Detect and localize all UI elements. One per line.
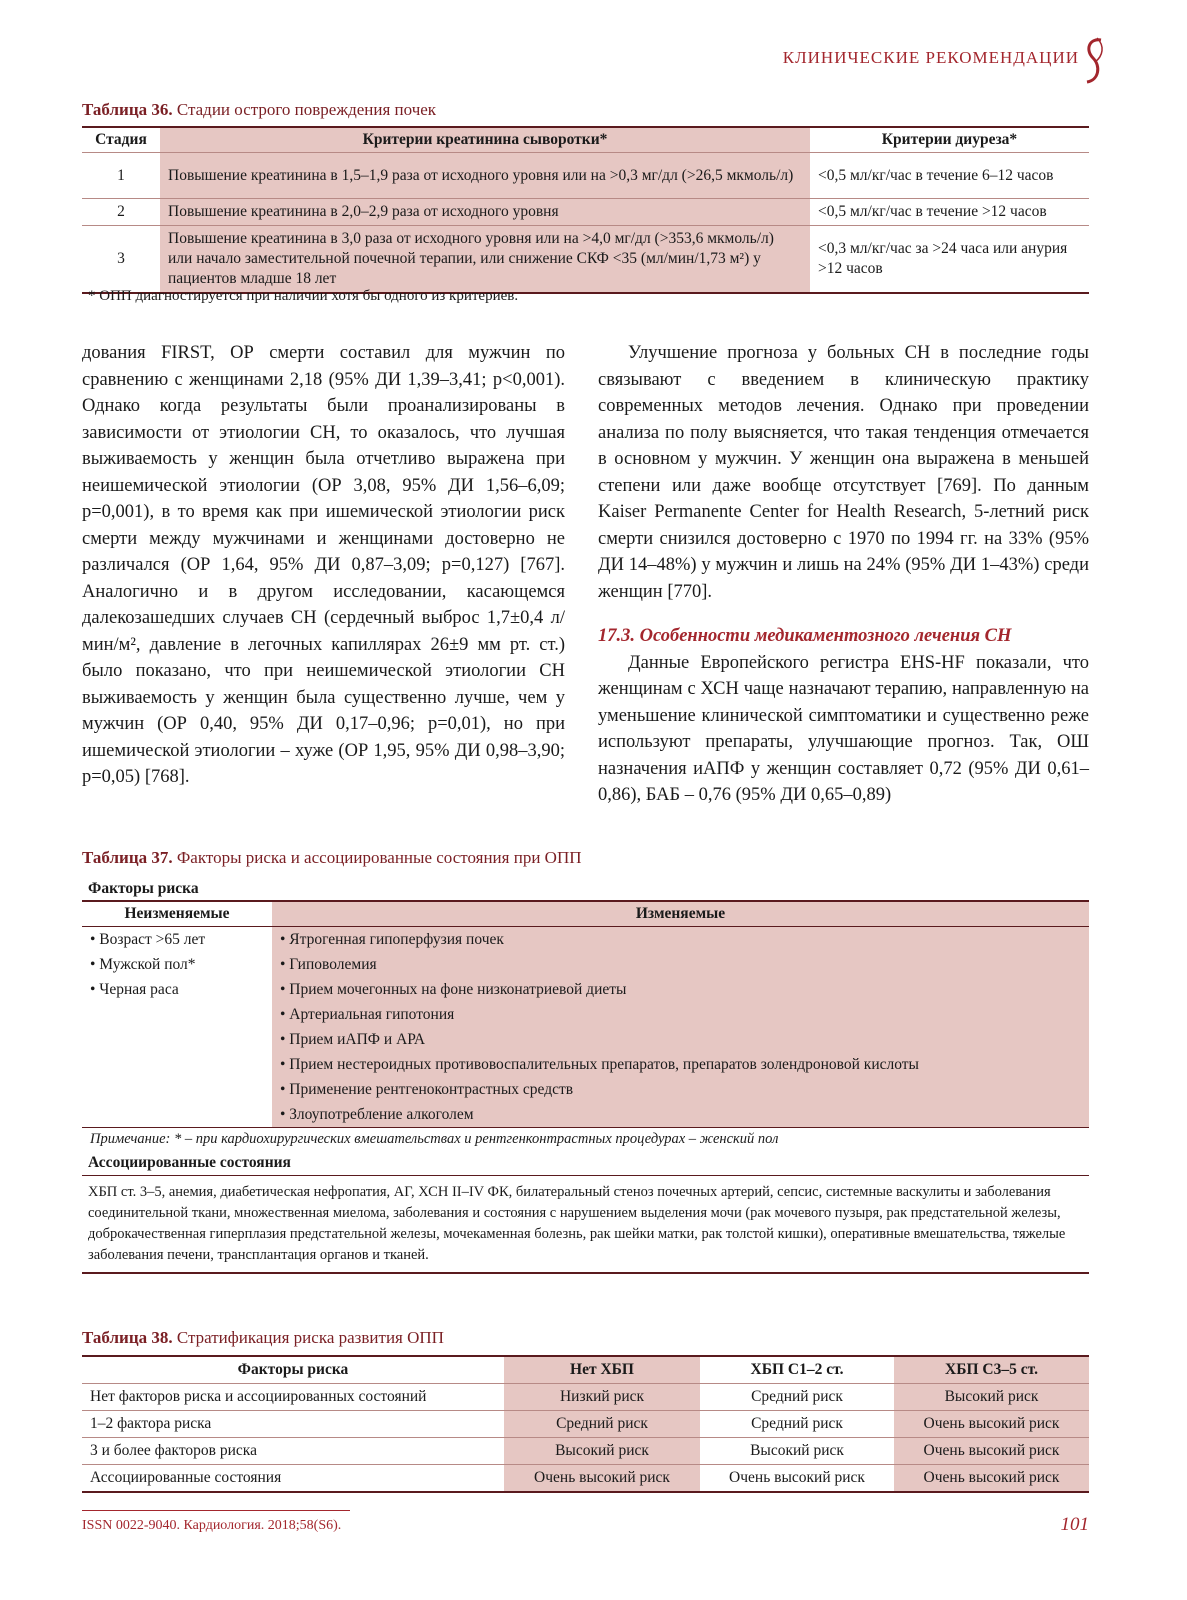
modifiable-factor: • Прием мочегонных на фоне низконатриевой диеты (272, 977, 1089, 1002)
t38-cell: Высокий риск (750, 1442, 844, 1459)
table37-caption (82, 848, 582, 868)
footer-rule (82, 1510, 350, 1511)
section-heading: 17.3. Особенности медикаментозного лечения СН (598, 626, 1012, 646)
t38-header: Факторы риска (237, 1361, 349, 1378)
t38-cell: Средний риск (504, 1411, 700, 1438)
table-row (82, 1438, 1089, 1465)
fixed-factor: • Возраст >65 лет (90, 931, 206, 948)
t36-stage: 1 (117, 166, 125, 184)
modifiable-factor: • Артериальная гипотония (272, 1002, 1089, 1027)
t38-cell: 1–2 фактора риска (90, 1415, 212, 1432)
fixed-factor: • Черная раса (90, 981, 179, 998)
t38-cell: Средний риск (751, 1415, 843, 1432)
modifiable-factor: • Применение рентгеноконтрастных средств (272, 1077, 1089, 1102)
modifiable-factor: • Ятрогенная гипоперфузия почек (272, 927, 1089, 953)
t36-header-diur: Критерии диуреза* (881, 131, 1018, 148)
fixed-factor: • Мужской пол* (90, 956, 196, 973)
table36-caption-num: Таблица 36. (82, 100, 173, 119)
paragraph: Улучшение прогноза у больных СН в последние годы связывают с введением в клиническую практику современных методов лечения. Однако при проведении анализа по полу выясняется, что такая тенденция отмечается в основном у мужчин. У женщин она выражена в меньшей степени или даже вообще отсутствует [769]. По данным Kaiser Permanente Center for Health Research, 5-летний риск смерти снизился достоверно с 1970 по 1994 гг. на 33% (95% ДИ 14–48%) у мужчин и лишь на 24% (95% ДИ 1–43%) среди женщин [770]. (598, 343, 1089, 602)
page-number: 101 (1060, 1514, 1089, 1535)
t38-cell: Очень высокий риск (894, 1411, 1089, 1438)
table36-caption (82, 100, 436, 120)
risk-factors-table (82, 900, 1089, 1127)
associated-conditions-label: Ассоциированные состояния (82, 1151, 1089, 1176)
table38-caption (82, 1328, 444, 1348)
t38-cell: Высокий риск (504, 1438, 700, 1465)
t38-cell: Очень высокий риск (504, 1465, 700, 1493)
t38-cell: Очень высокий риск (894, 1465, 1089, 1493)
table38 (82, 1355, 1089, 1493)
modifiable-factor: • Прием нестероидных противовоспалительных препаратов, препаратов золендроновой кислоты (272, 1052, 1089, 1077)
table-row (82, 1411, 1089, 1438)
t38-cell: Высокий риск (894, 1384, 1089, 1411)
footer-journal: ISSN 0022-9040. Кардиология. 2018;58(S6). (82, 1518, 342, 1533)
table36-caption-text: Стадии острого повреждения почек (176, 100, 437, 119)
table37-note: Примечание: * – при кардиохирургических вмешательствах и рентгенконтрастных процедурах – женский пол (82, 1127, 1089, 1151)
t36-header-stage: Стадия (95, 131, 147, 148)
t38-header: ХБП С1–2 ст. (750, 1361, 844, 1378)
t36-creat: Повышение креатинина в 3,0 раза от исходного уровня или на >4,0 мг/дл (>353,6 мкмоль/л) или начало заместительной почечной терапии, или снижение СКФ <35 (мл/мин/1,73 м²) у пациентов младше 18 лет (160, 226, 810, 294)
t37-header-mod: Изменяемые (272, 901, 1089, 927)
t38-cell: Очень высокий риск (894, 1438, 1089, 1465)
modifiable-factor: • Прием иАПФ и АРА (272, 1027, 1089, 1052)
t38-cell: Низкий риск (504, 1384, 700, 1411)
t36-stage: 3 (117, 250, 125, 267)
table36-note: * ОПП диагностируется при наличии хотя бы одного из критериев. (88, 288, 519, 304)
t36-stage: 2 (117, 203, 125, 220)
paragraph: дования FIRST, ОР смерти составил для мужчин по сравнению с женщинами 2,18 (95% ДИ 1,39–3,41; p<0,001). Однако когда результаты были проанализированы в зависимости от этиологии СН, то оказалось, что лучшая выживаемость у женщин была отчетливо выражена при неишемической этиологии (ОР 3,08, 95% ДИ 1,56–6,09; p=0,001), в то время как при ишемической этиологии риск смерти между мужчинами и женщинами достоверно не различался (ОР 1,64, 95% ДИ 0,87–3,09; p=0,127) [767]. Аналогично и в другом исследовании, касающемся далекозашедших случаев СН (сердечный выброс 1,7±0,4 л/мин/м², давление в легочных капиллярах 26±9 мм рт. ст.) было показано, что при неишемической этиологии СН выживаемость у женщин была существенно лучше, чем у мужчин (ОР 0,40, 95% ДИ 0,17–0,96; p=0,01), но при ишемической этиологии – хуже (ОР 1,95, 95% ДИ 0,98–3,90; p=0,05) [768]. (82, 343, 565, 787)
text-column-right (598, 340, 1089, 809)
table36 (82, 126, 1089, 294)
table37 (82, 878, 1089, 1274)
t37-header-fixed: Неизменяемые (124, 905, 230, 922)
text-column-left (82, 340, 565, 791)
t36-header-creat: Критерии креатинина сыворотки* (160, 127, 810, 153)
t38-cell: Очень высокий риск (729, 1469, 865, 1486)
associated-conditions-text: ХБП ст. 3–5, анемия, диабетическая нефропатия, АГ, ХСН II–IV ФК, билатеральный стеноз почечных артерий, сепсис, системные васкулиты и заболевания соединительной ткани, множественная миелома, заболевания и состояния с нарушением выделения мочи (рак мочевого пузыря, рак предстательной железы, доброкачественная гиперплазия предстательной железы, мочекаменная болезнь, рак шейки матки, рак толстой кишки), оперативные вмешательства, тяжелые заболевания печени, трансплантация органов и тканей. (82, 1176, 1089, 1274)
t38-header: Нет ХБП (504, 1356, 700, 1384)
journal-logo-icon (1079, 36, 1109, 86)
paragraph: Данные Европейского регистра EHS-HF показали, что женщинам с ХСН чаще назначают терапию, направленную на уменьшение клинической симптоматики и существенно реже используют препараты, улучшающие прогноз. Так, ОШ назначения иАПФ у женщин составляет 0,72 (95% ДИ 0,61–0,86), БАБ – 0,76 (95% ДИ 0,65–0,89) (598, 652, 1089, 805)
t38-header: ХБП С3–5 ст. (894, 1356, 1089, 1384)
t38-cell: Ассоциированные состояния (90, 1469, 282, 1486)
t36-diur: <0,5 мл/кг/час в течение >12 часов (818, 203, 1047, 220)
t36-diur: <0,5 мл/кг/час в течение 6–12 часов (818, 166, 1054, 184)
modifiable-factor: • Гиповолемия (272, 952, 1089, 977)
table37-caption-text: Факторы риска и ассоциированные состояния при ОПП (176, 848, 582, 867)
t36-diur: <0,3 мл/кг/час за >24 часа или анурия >12 часов (818, 240, 1068, 277)
table37-caption-num: Таблица 37. (82, 848, 173, 867)
t38-cell: Средний риск (751, 1388, 843, 1405)
table-row (82, 1465, 1089, 1493)
table38-caption-num: Таблица 38. (82, 1328, 173, 1347)
risk-factors-label: Факторы риска (88, 880, 199, 897)
table38-caption-text: Стратификация риска развития ОПП (176, 1328, 444, 1347)
t38-cell: Нет факторов риска и ассоциированных состояний (90, 1388, 427, 1405)
t38-cell: 3 и более факторов риска (90, 1442, 257, 1459)
table-row (82, 1384, 1089, 1411)
t36-creat: Повышение креатинина в 2,0–2,9 раза от исходного уровня (160, 199, 810, 226)
t36-creat: Повышение креатинина в 1,5–1,9 раза от исходного уровня или на >0,3 мг/дл (>26,5 мкмоль/л) (160, 153, 810, 199)
running-header: КЛИНИЧЕСКИЕ РЕКОМЕНДАЦИИ (782, 48, 1079, 67)
modifiable-factor: • Злоупотребление алкоголем (272, 1102, 1089, 1127)
